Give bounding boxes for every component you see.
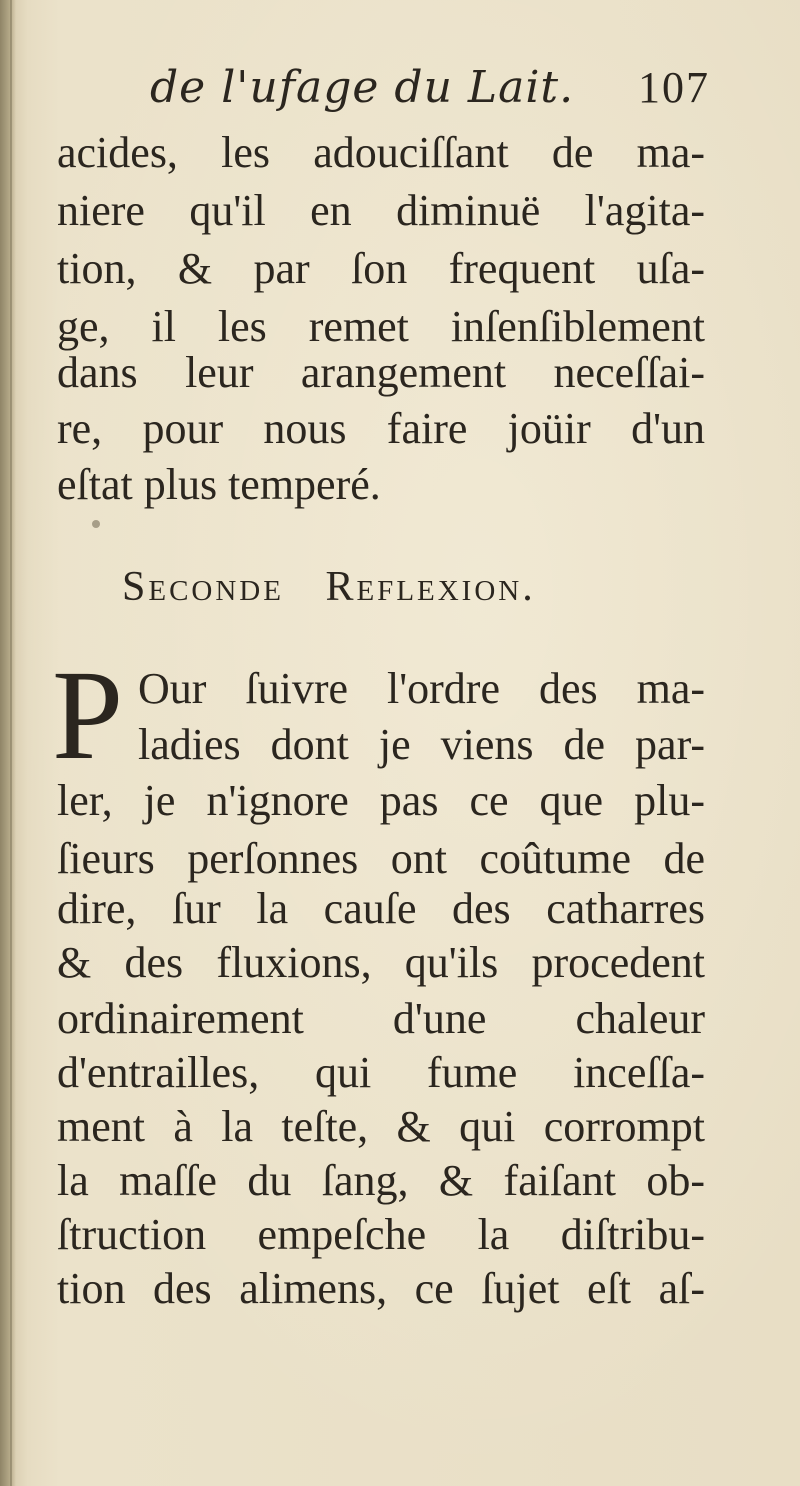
running-head <box>150 62 710 126</box>
text-line: ſtruction empeſche la diſtribu- <box>57 1210 705 1259</box>
text-line: ge, il les remet inſenſiblement <box>57 302 705 351</box>
text-line: dire, ſur la cauſe des catharres <box>57 884 705 933</box>
text-line: niere qu'il en diminuë l'agita- <box>57 186 705 235</box>
text-line: la maſſe du ſang, & faiſant ob- <box>57 1156 705 1205</box>
page-number: 107 <box>638 63 710 112</box>
text-line: ler, je n'ignore pas ce que plu- <box>57 776 705 825</box>
text-line: dans leur arangement neceſſai- <box>57 348 705 397</box>
text-line: tion des alimens, ce ſujet eſt aſ- <box>57 1264 705 1313</box>
page-gutter-shadow <box>0 0 16 1486</box>
text-line: & des fluxions, qu'ils procedent <box>57 938 705 987</box>
section-heading: Seconde Reflexion. <box>122 564 536 610</box>
drop-cap: P <box>52 644 124 786</box>
text-line: ladies dont je viens de par- <box>138 720 705 769</box>
running-title: de l'ufage du Lait. <box>150 62 575 113</box>
text-line: Our ſuivre l'ordre des ma- <box>138 664 705 713</box>
ink-spot <box>92 520 100 528</box>
text-line: tion, & par ſon frequent uſa- <box>57 244 705 293</box>
text-line: eſtat plus temperé. <box>57 460 381 509</box>
text-line: ment à la teſte, & qui corrompt <box>57 1102 705 1151</box>
text-line: re, pour nous faire joüir d'un <box>57 404 705 453</box>
text-line: ſieurs perſonnes ont coûtume de <box>57 834 705 883</box>
text-line: ordinairement d'une chaleur <box>57 994 705 1043</box>
text-line: d'entrailles, qui fume inceſſa- <box>57 1048 705 1097</box>
binding-edge <box>10 0 12 1486</box>
text-line: acides, les adouciſſant de ma- <box>57 128 705 177</box>
